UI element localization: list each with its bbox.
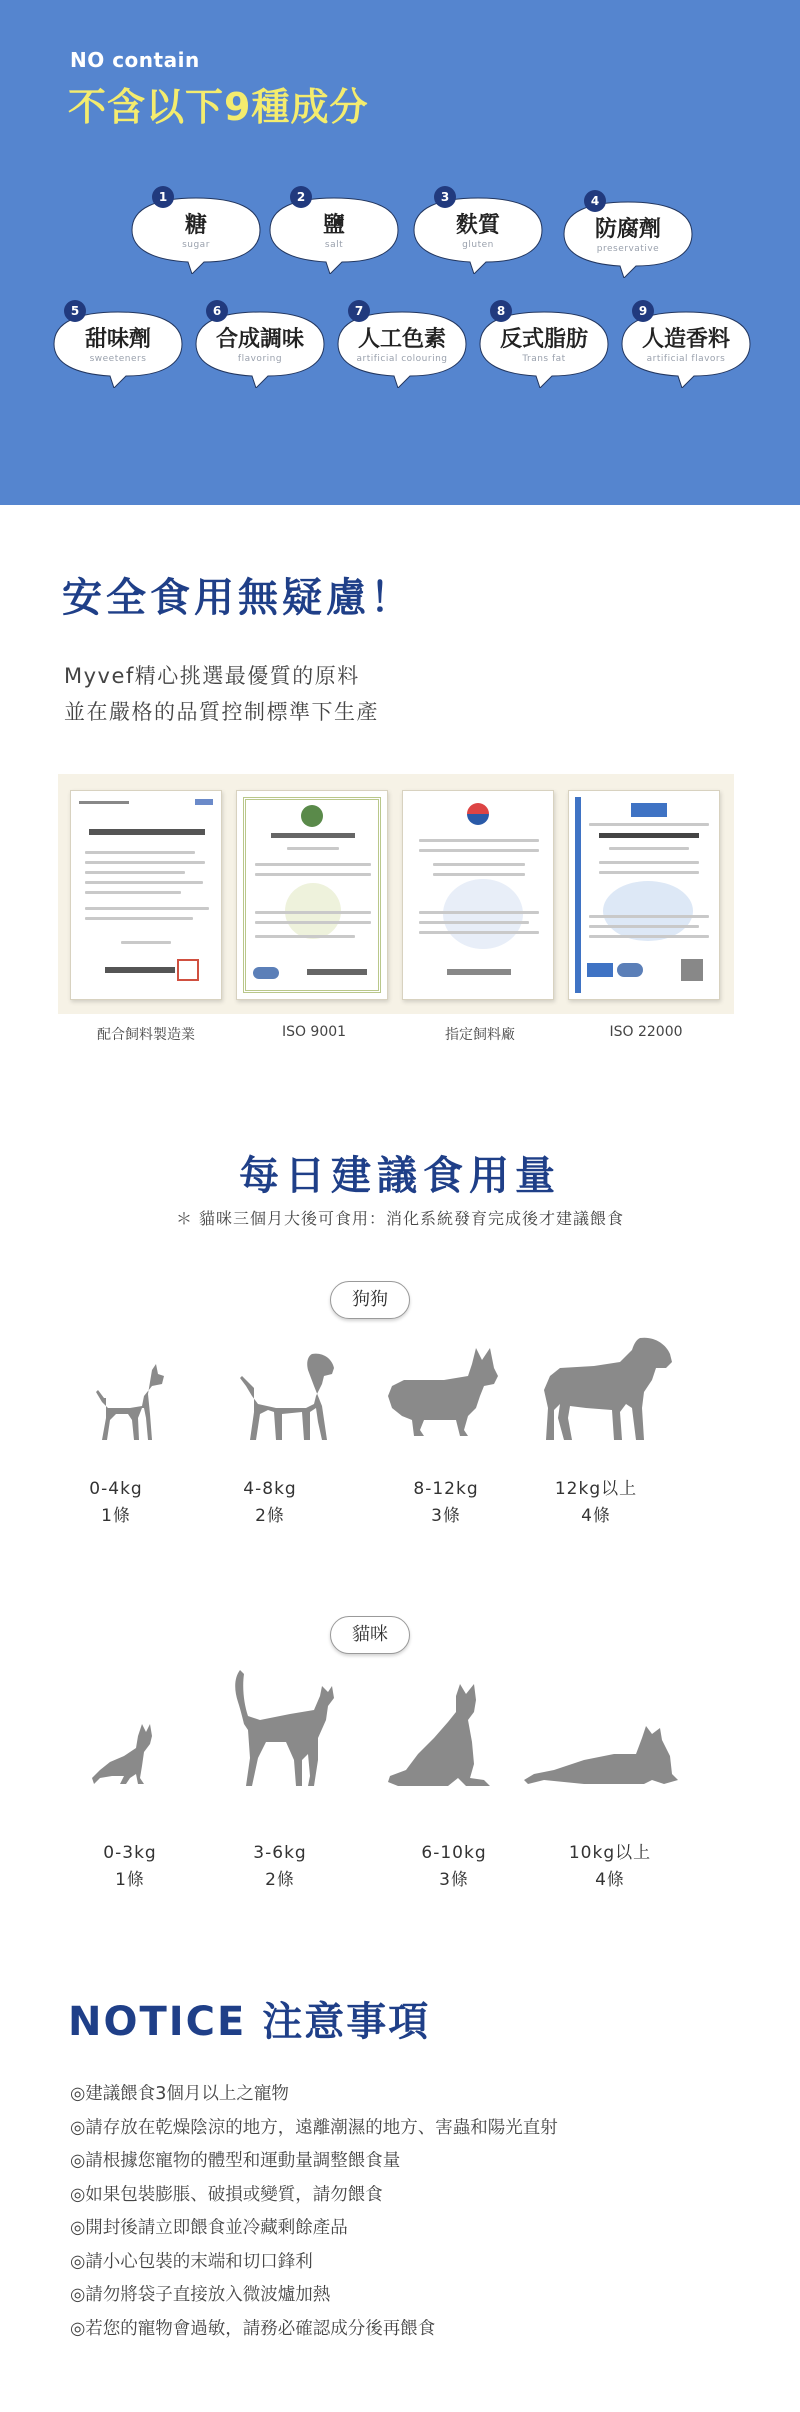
ingredient-bubble: [266, 190, 402, 274]
dog-amount: 1條: [101, 1506, 131, 1526]
corgi-dog-icon: [384, 1346, 504, 1442]
dog-weight-group: [210, 1476, 330, 1530]
dog-category-label: 狗狗: [330, 1281, 410, 1319]
ingredient-bubble: [560, 194, 696, 278]
dog-amount: 2條: [255, 1506, 285, 1526]
dog-weight-group: [56, 1476, 176, 1530]
ingredient-number: 1: [152, 186, 174, 208]
no-contain-subtitle: NO contain: [70, 48, 200, 72]
ingredient-english: Trans fat: [522, 354, 566, 364]
notice-item: ◎如果包裝膨脹、破損或變質，請勿餵食: [70, 2184, 383, 2205]
safety-desc-line: 並在嚴格的品質控制標準下生產: [64, 700, 379, 724]
ingredient-english: preservative: [596, 244, 660, 254]
notice-item: ◎若您的寵物會過敏，請務必確認成分後再餵食: [70, 2318, 436, 2339]
ingredient-name: 甜味劑: [84, 327, 151, 352]
certificate-image: [402, 790, 554, 1000]
certificate-image: [568, 790, 720, 1000]
ingredient-bubble: [410, 190, 546, 274]
dog-weight: 4-8kg: [243, 1479, 297, 1499]
ingredient-name: 鹽: [322, 213, 345, 238]
dog-weight-group: [386, 1476, 506, 1530]
ingredient-name: 糖: [184, 213, 207, 238]
ingredient-number: 5: [64, 300, 86, 322]
ingredient-bubble: [334, 304, 470, 388]
small-dog-icon: [82, 1362, 168, 1442]
ingredient-bubble: [128, 190, 264, 274]
cat-weight: 3-6kg: [253, 1843, 307, 1863]
ingredient-english: salt: [324, 240, 344, 250]
ingredient-name: 麩質: [455, 213, 500, 238]
lying-cat-icon: [524, 1724, 684, 1790]
ingredient-english: flavoring: [237, 354, 283, 364]
notice-item: ◎請根據您寵物的體型和運動量調整餵食量: [70, 2151, 401, 2171]
medium-dog-icon: [228, 1350, 338, 1442]
ingredient-english: gluten: [462, 240, 494, 250]
ingredient-number: 6: [206, 300, 228, 322]
no-contain-section: [0, 0, 800, 505]
dog-amount: 4條: [581, 1506, 611, 1526]
dog-amount: 3條: [431, 1506, 461, 1526]
ingredient-bubble: [476, 304, 612, 388]
ingredient-name: 人造香料: [641, 327, 730, 352]
ingredient-bubble: [618, 304, 754, 388]
sitting-cat-icon: [386, 1682, 492, 1790]
daily-amount-note: ＊ 貓咪三個月大後可食用：消化系統發育完成後才建議餵食: [175, 1209, 625, 1228]
cat-category-label: 貓咪: [330, 1616, 410, 1654]
cat-weight-group: [394, 1840, 514, 1894]
ingredient-name: 反式脂肪: [499, 327, 588, 352]
ingredient-name: 合成調味: [215, 327, 304, 352]
certificate-label: 指定飼料廠: [445, 1027, 515, 1043]
notice-title: NOTICE 注意事項: [68, 1999, 431, 2045]
ingredient-bubble: [50, 304, 186, 388]
large-dog-icon: [540, 1334, 676, 1444]
safety-description: [64, 658, 379, 730]
certificate-label: ISO 22000: [609, 1024, 683, 1040]
ingredient-name: 人工色素: [357, 327, 446, 352]
ingredient-number: 9: [632, 300, 654, 322]
kitten-icon: [90, 1722, 160, 1788]
ingredient-number: 4: [584, 190, 606, 212]
dog-weight: 0-4kg: [89, 1479, 143, 1499]
daily-amount-title: 每日建議食用量: [239, 1153, 561, 1199]
cat-weight: 6-10kg: [421, 1843, 487, 1863]
dog-weight: 12kg以上: [554, 1479, 638, 1499]
safety-title: 安全食用無疑慮！: [62, 575, 414, 621]
notice-item: ◎請小心包裝的末端和切口鋒利: [70, 2251, 313, 2272]
ingredient-english: sweeteners: [89, 354, 147, 364]
ingredient-number: 3: [434, 186, 456, 208]
cat-weight-group: [220, 1840, 340, 1894]
notice-list: [70, 2078, 558, 2346]
cat-weight-group: [70, 1840, 190, 1894]
cat-amount: 3條: [439, 1870, 469, 1890]
ingredient-name: 防腐劑: [594, 217, 661, 242]
standing-cat-icon: [230, 1668, 340, 1790]
ingredient-number: 7: [348, 300, 370, 322]
certificate-label: 配合飼料製造業: [97, 1027, 195, 1043]
dog-weight-group: [536, 1476, 656, 1530]
certificate-label: ISO 9001: [281, 1024, 347, 1040]
certificates-panel: [58, 774, 734, 1014]
ingredient-bubble: [192, 304, 328, 388]
cat-weight: 10kg以上: [568, 1843, 652, 1863]
dog-weight: 8-12kg: [413, 1479, 479, 1499]
no-contain-title: 不含以下9種成分: [68, 85, 369, 129]
safety-desc-line: Myvef精心挑選最優質的原料: [64, 664, 360, 688]
notice-item: ◎請勿將袋子直接放入微波爐加熱: [70, 2285, 331, 2305]
cat-amount: 4條: [595, 1870, 625, 1890]
cat-weight: 0-3kg: [103, 1843, 157, 1863]
ingredient-number: 2: [290, 186, 312, 208]
notice-item: ◎建議餵食3個月以上之寵物: [70, 2084, 289, 2104]
certificate-image: [70, 790, 222, 1000]
cat-amount: 1條: [115, 1870, 145, 1890]
ingredient-english: artificial colouring: [356, 354, 448, 364]
cat-amount: 2條: [265, 1870, 295, 1890]
ingredient-number: 8: [490, 300, 512, 322]
ingredient-english: sugar: [182, 240, 210, 250]
ingredient-english: artificial flavors: [646, 354, 726, 364]
certificate-image: [236, 790, 388, 1000]
cat-weight-group: [550, 1840, 670, 1894]
notice-item: ◎開封後請立即餵食並冷藏剩餘產品: [70, 2218, 348, 2238]
notice-item: ◎請存放在乾燥陰涼的地方，遠離潮濕的地方、害蟲和陽光直射: [70, 2117, 558, 2138]
